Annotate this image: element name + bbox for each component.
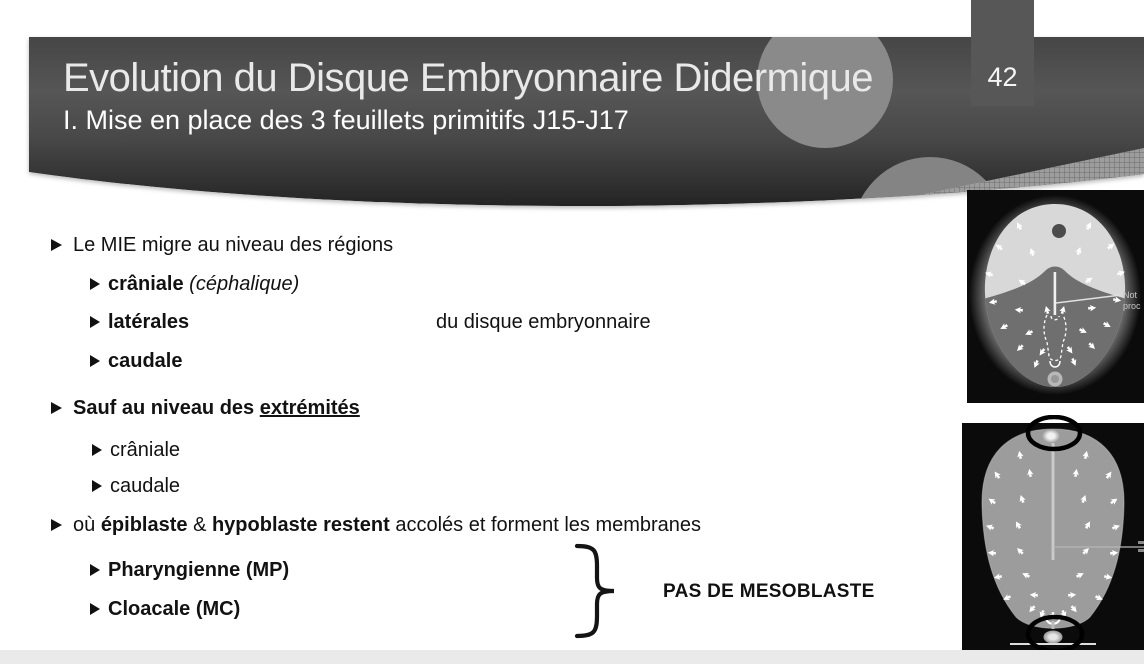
primitive-streak-line: [1052, 443, 1055, 560]
bullet-icon: [51, 239, 62, 251]
figure-embryonic-disc-membranes: [962, 415, 1144, 650]
slide-number-tab: [971, 0, 1034, 106]
sub-bullet-icon: [90, 278, 100, 290]
sub-bullet-icon: [90, 564, 100, 576]
bullet-le-mie: Le MIE migre au niveau des régions: [51, 232, 393, 258]
figure1-caption-line2: proc: [1123, 301, 1141, 311]
slide-title: Evolution du Disque Embryonnaire Didermique: [63, 56, 874, 100]
prechordal-spot: [1052, 224, 1066, 238]
cloacal-membrane-blob: [1044, 631, 1063, 644]
sub-bullet-craniale-1: crâniale (céphalique): [90, 271, 299, 297]
bullet-icon: [51, 402, 62, 414]
footer-strip: [0, 650, 1144, 664]
title-block: [63, 57, 873, 136]
sub-bullet-icon: [92, 480, 102, 492]
laterales-side-text: du disque embryonnaire: [436, 310, 651, 333]
sub-bullet-caudale-2: caudale: [92, 473, 180, 499]
sub-bullet-laterales: latérales: [90, 309, 189, 335]
sub-bullet-icon: [90, 603, 100, 615]
slide-subtitle: I. Mise en place des 3 feuillets primitifs J15-J17: [63, 105, 629, 135]
bottom-line: [1010, 643, 1096, 645]
slide-number: 42: [987, 62, 1018, 92]
sub-bullet-cloacale: Cloacale (MC): [90, 596, 240, 622]
sub-bullet-icon: [92, 444, 102, 456]
bullet-icon: [51, 519, 62, 531]
primitive-streak-line: [1054, 272, 1057, 315]
figure-embryonic-disc-top: [967, 190, 1144, 403]
curly-brace: [570, 540, 630, 645]
pas-de-mesoblaste-label: PAS DE MESOBLASTE: [663, 581, 875, 602]
sub-bullet-icon: [90, 316, 100, 328]
figure1-caption-line1: Not: [1123, 290, 1138, 300]
pharyngeal-membrane-blob: [1042, 429, 1060, 443]
sub-bullet-icon: [90, 355, 100, 367]
sub-bullet-pharyngienne: Pharyngienne (MP): [90, 557, 289, 583]
bullet-epiblaste-hypoblaste: où épiblaste & hypoblaste restent accolés et forment les membranes: [51, 512, 701, 538]
sub-bullet-caudale-1: caudale: [90, 348, 182, 374]
bullet-sauf-extremites: Sauf au niveau des extrémités: [51, 395, 360, 421]
sub-bullet-craniale-2: crâniale: [92, 437, 180, 463]
